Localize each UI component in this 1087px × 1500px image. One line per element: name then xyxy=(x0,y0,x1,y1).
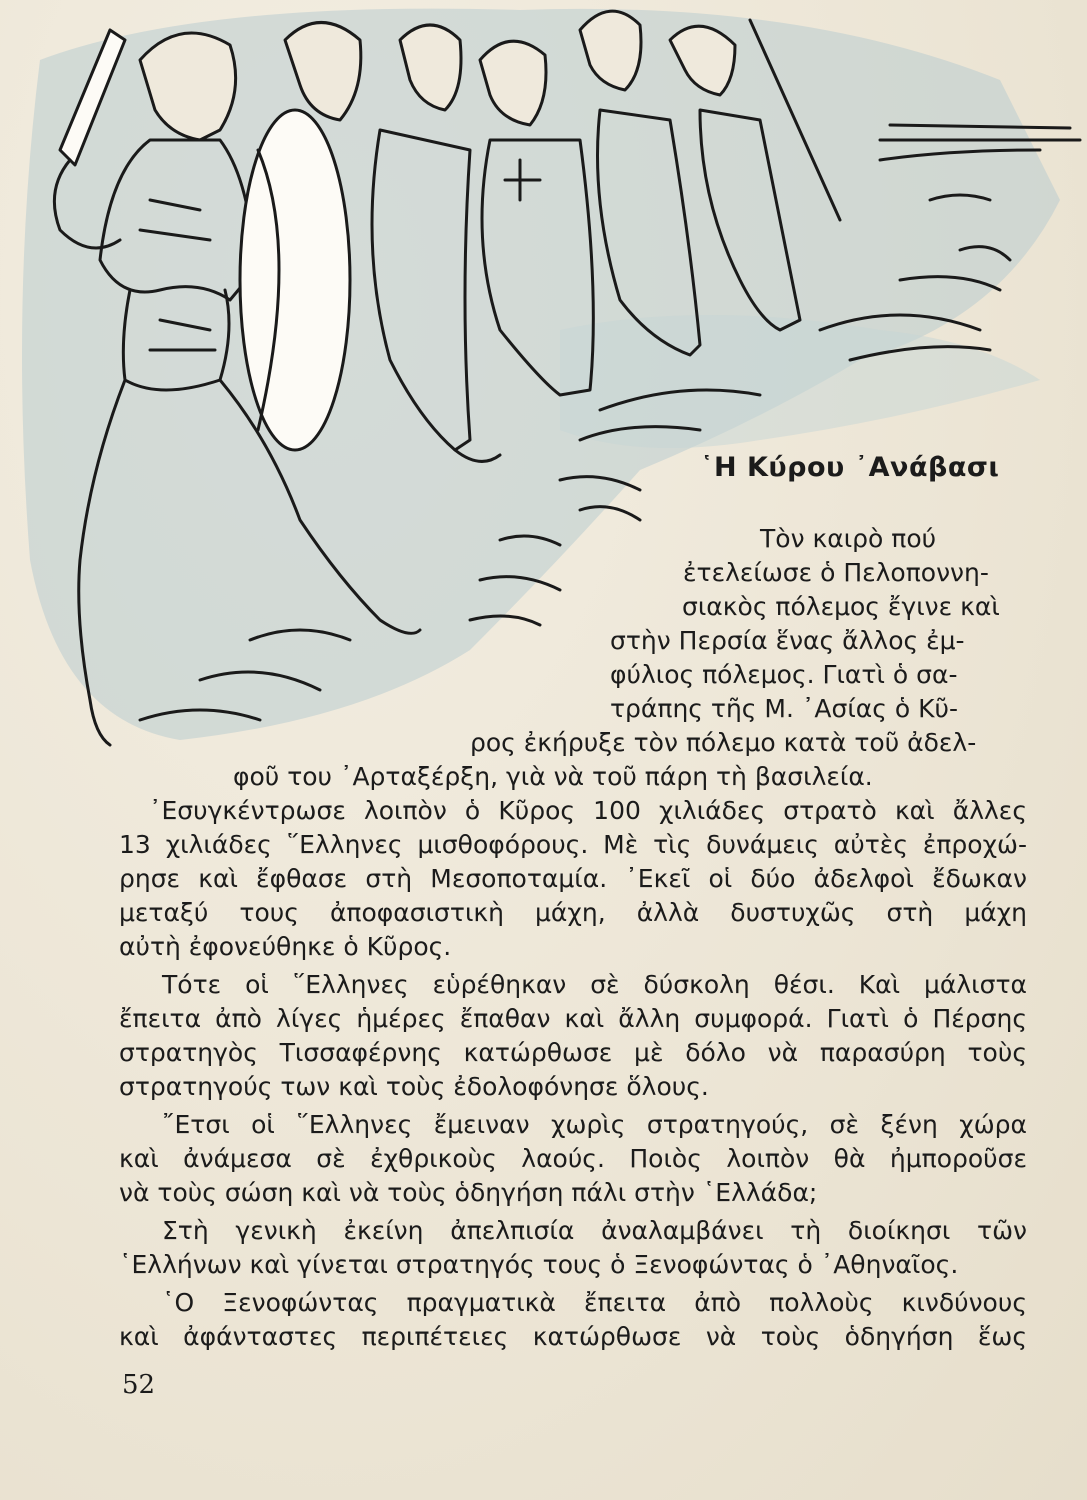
text-line: καὶ ἀφάνταστες περιπέτειες κατώρθωσε νὰ τοὺς ὁδηγήση ἕως xyxy=(119,1322,1027,1351)
text-line: καὶ ἀνάμεσα σὲ ἐχθρικοὺς λαούς. Ποιὸς λοιπὸν θὰ ἠμποροῦσε xyxy=(119,1144,1027,1173)
text-line: στὴν Περσία ἕνας ἄλλος ἐμ- xyxy=(610,626,965,655)
text-line: στρατηγούς των καὶ τοὺς ἐδολοφόνησε ὅλους. xyxy=(119,1072,709,1101)
text-line: ἔπειτα ἀπὸ λίγες ἡμέρες ἔπαθαν καὶ ἄλλη συμφορά. Γιατὶ ὁ Πέρσης xyxy=(119,1004,1027,1033)
text-line: ῎Ετσι οἱ ῞Ελληνες ἔμειναν χωρὶς στρατηγούς, σὲ ξένη χώρα xyxy=(162,1110,1027,1139)
text-line: μεταξύ τους ἀποφασιστικὴ μάχη, ἀλλὰ δυστυχῶς στὴ μάχη xyxy=(119,898,1027,927)
text-line: τράπης τῆς Μ. ᾿Ασίας ὁ Κῦ- xyxy=(610,694,959,723)
text-line: σιακὸς πόλεμος ἔγινε καὶ xyxy=(682,592,1000,621)
chapter-title: ῾Η Κύρου ᾿Ανάβασι xyxy=(700,452,1000,483)
text-line: φύλιος πόλεμος. Γιατὶ ὁ σα- xyxy=(610,660,958,689)
text-line: ῾Ελλήνων καὶ γίνεται στρατηγός τους ὁ Ξενοφώντας ὁ ᾿Αθηναῖος. xyxy=(119,1250,959,1279)
text-line: ρησε καὶ ἔφθασε στὴ Μεσοποταμία. ᾿Εκεῖ οἱ δύο ἀδελφοὶ ἔδωκαν xyxy=(119,864,1027,893)
text-line: αὐτὴ ἐφονεύθηκε ὁ Κῦρος. xyxy=(119,932,452,961)
text-line: ῾Ο Ξενοφώντας πραγματικὰ ἔπειτα ἀπὸ πολλοὺς κινδύνους xyxy=(162,1288,1027,1317)
text-line: ᾿Εσυγκέντρωσε λοιπὸν ὁ Κῦρος 100 χιλιάδες στρατὸ καὶ ἄλλες xyxy=(149,796,1027,825)
text-line: ρος ἐκήρυξε τὸν πόλεμο κατὰ τοῦ ἀδελ- xyxy=(470,728,977,757)
text-line: νὰ τοὺς σώση καὶ νὰ τοὺς ὁδηγήση πάλι στὴν ῾Ελλάδα; xyxy=(119,1178,818,1207)
page-number: 52 xyxy=(122,1370,156,1400)
text-line: φοῦ του ᾿Αρταξέρξη, γιὰ νὰ τοῦ πάρη τὴ βασιλεία. xyxy=(233,762,873,791)
text-line: στρατηγὸς Τισσαφέρνης κατώρθωσε μὲ δόλο νὰ παρασύρη τοὺς xyxy=(119,1038,1027,1067)
text-line: Τότε οἱ ῞Ελληνες εὑρέθηκαν σὲ δύσκολη θέσι. Καὶ μάλιστα xyxy=(162,970,1027,999)
text-line: ἐτελείωσε ὁ Πελοποννη- xyxy=(683,558,989,587)
text-line: Στὴ γενικὴ ἐκείνη ἀπελπισία ἀναλαμβάνει τὴ διοίκησι τῶν xyxy=(162,1216,1027,1245)
text-line: Τὸν καιρὸ πού xyxy=(760,524,937,553)
text-line: 13 χιλιάδες ῞Ελληνες μισθοφόρους. Μὲ τὶς δυνάμεις αὐτὲς ἐπροχώ- xyxy=(119,830,1027,859)
